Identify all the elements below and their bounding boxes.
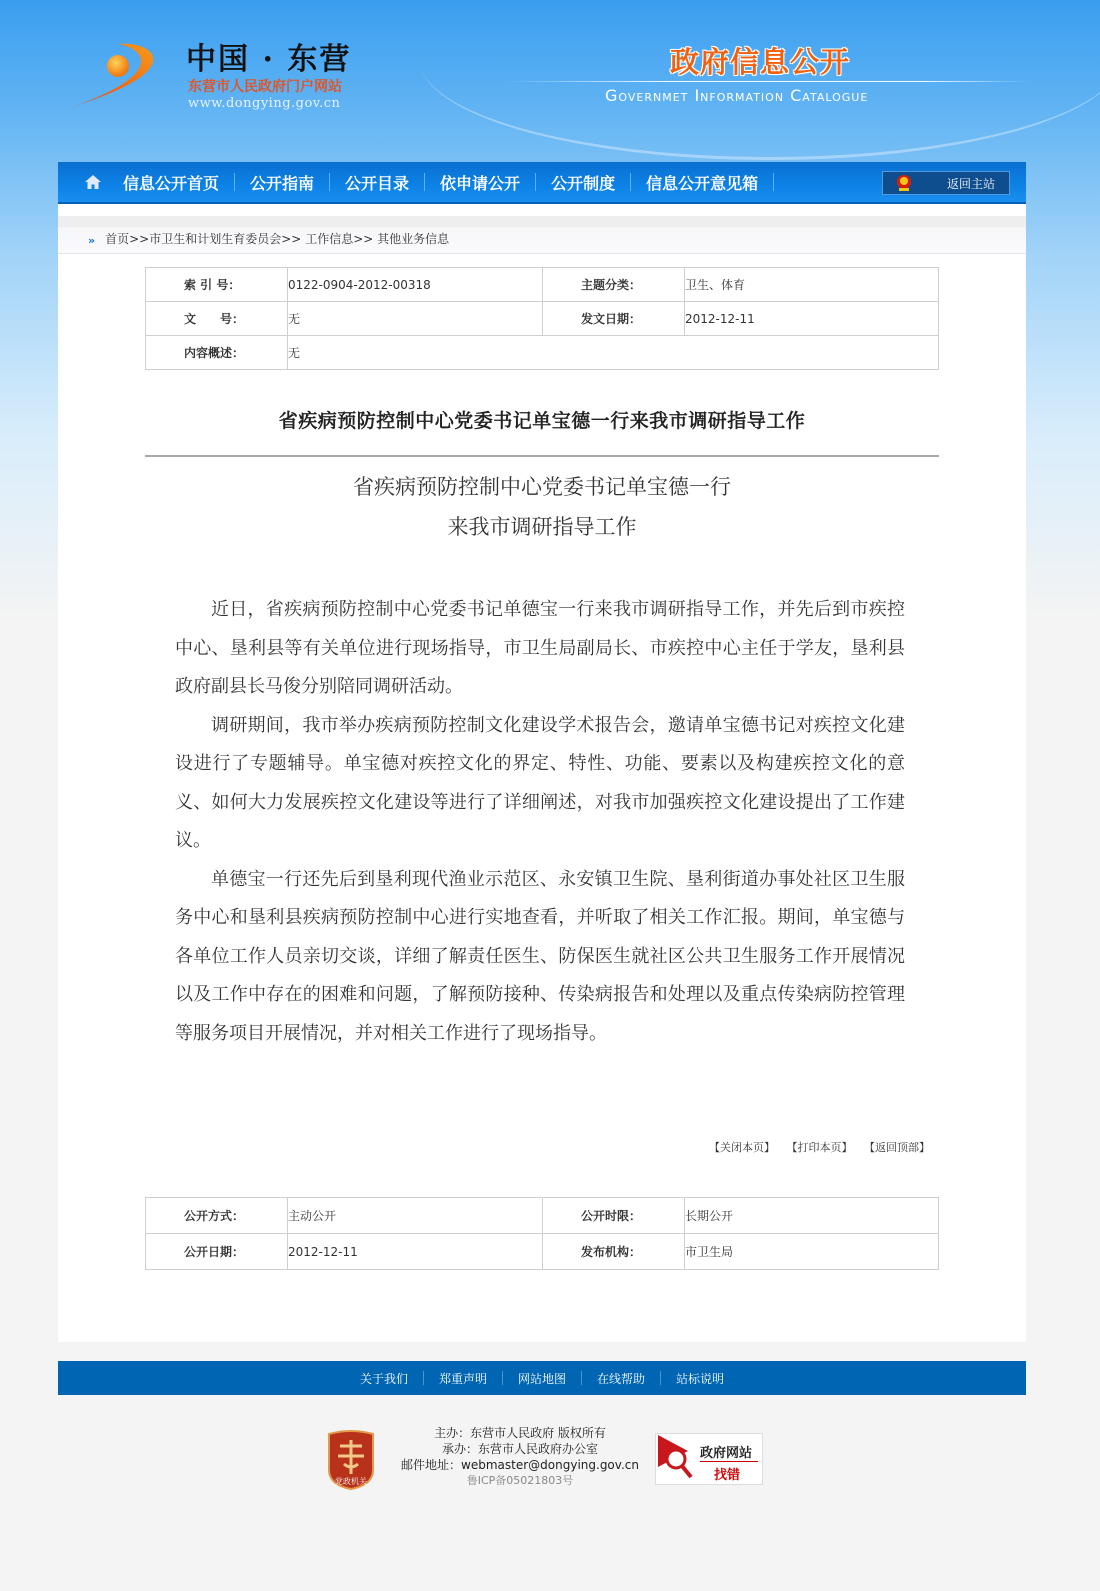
- site-logo-icon: [68, 40, 168, 110]
- publish-date-value: 2012-12-11: [288, 1234, 543, 1270]
- document-meta-table: [145, 267, 939, 370]
- breadcrumb-trail: [105, 230, 449, 247]
- breadcrumb-item-health-commission[interactable]: 市卫生和计划生育委员会: [149, 232, 282, 246]
- section-title: 政府信息公开: [670, 45, 851, 79]
- site-title: 中国 · 东营: [186, 42, 352, 77]
- meta-row: [146, 1198, 939, 1234]
- breadcrumb-item-work-info[interactable]: 工作信息: [305, 232, 354, 246]
- nav-item-guide[interactable]: 公开指南: [250, 173, 315, 193]
- summary-value: 无: [288, 336, 939, 370]
- breadcrumb-item-home[interactable]: 首页: [105, 232, 130, 246]
- meta-row: [146, 268, 939, 302]
- return-main-site-button[interactable]: [882, 171, 1010, 195]
- footer-icp-link[interactable]: 鲁ICP备05021803号: [466, 1474, 574, 1487]
- publisher-value: 市卫生局: [685, 1234, 939, 1270]
- publish-date-label: 公开日期：: [146, 1234, 288, 1270]
- party-government-badge-icon[interactable]: [326, 1430, 376, 1490]
- magnifier-icon: [658, 1435, 698, 1485]
- page-actions: [145, 1139, 930, 1155]
- issue-date-value: 2012-12-11: [685, 302, 939, 336]
- doc-number-label: 文 号：: [146, 302, 288, 336]
- breadcrumb-separator: >>: [129, 232, 150, 246]
- footer-nav: [58, 1361, 1026, 1395]
- article-paragraph: 调研期间，我市举办疾病预防控制文化建设学术报告会，邀请单宝德书记对疾控文化建设进行了专题辅导。单宝德对疾控文化的界定、特性、功能、要素以及构建疾控文化的意义、如何大力发展疾控文化建设等进行了详细阐述，对我市加强疾控文化建设提出了工作建议。: [175, 714, 905, 851]
- nav-divider: [773, 173, 774, 191]
- breadcrumb-item-other-info[interactable]: 其他业务信息: [377, 232, 450, 246]
- error-badge-divider: [700, 1461, 758, 1462]
- error-badge-subtitle: 找错: [714, 1468, 741, 1483]
- home-icon: [84, 174, 102, 190]
- party-badge-text: 党政机关: [335, 1477, 367, 1486]
- national-emblem-icon: [895, 174, 913, 192]
- footer-link-sitemap[interactable]: 网站地图: [517, 1371, 566, 1386]
- main-container: [58, 162, 1026, 1342]
- main-nav: [58, 162, 1026, 204]
- article-subtitle-line: 省疾病预防控制中心党委书记单宝德一行: [353, 475, 731, 499]
- publish-meta-table: [145, 1197, 939, 1270]
- topic-label: 主题分类：: [543, 268, 685, 302]
- nav-item-catalog[interactable]: 公开目录: [345, 173, 410, 193]
- breadcrumb-arrow-icon: »: [88, 234, 96, 247]
- breadcrumb-separator: >>: [281, 232, 302, 246]
- footer-info: [0, 1425, 1100, 1505]
- footer-email: 邮件地址：webmaster@dongying.gov.cn: [401, 1458, 639, 1472]
- section-subtitle: Governmet Information Catalogue: [605, 86, 869, 105]
- footer-link-help[interactable]: 在线帮助: [597, 1371, 646, 1386]
- meta-row: [146, 336, 939, 370]
- report-error-button[interactable]: [655, 1433, 763, 1485]
- nav-item-feedback[interactable]: 信息公开意见箱: [646, 173, 759, 193]
- footer-link-disclaimer[interactable]: 郑重声明: [438, 1371, 487, 1386]
- publish-period-label: 公开时限：: [543, 1198, 685, 1234]
- site-banner: [58, 0, 1026, 150]
- article-body: [175, 591, 905, 1053]
- article-subtitle-line: 来我市调研指导工作: [447, 515, 637, 539]
- nav-item-request[interactable]: 依申请公开: [440, 173, 521, 193]
- back-to-top-link[interactable]: 【返回顶部】: [864, 1141, 930, 1154]
- issue-date-label: 发文日期：: [543, 302, 685, 336]
- footer-host: 主办：东营市人民政府 版权所有: [434, 1426, 606, 1440]
- footer-link-logo-info[interactable]: 站标说明: [676, 1371, 725, 1386]
- section-divider: [508, 81, 1028, 82]
- error-badge-title: 政府网站: [700, 1446, 753, 1461]
- footer-text: [390, 1425, 650, 1489]
- publish-mode-label: 公开方式：: [146, 1198, 288, 1234]
- print-page-link[interactable]: 【打印本页】: [786, 1141, 853, 1154]
- site-url: www.dongying.gov.cn: [188, 96, 341, 111]
- summary-label: 内容概述：: [146, 336, 288, 370]
- doc-number-value: 无: [288, 302, 543, 336]
- meta-row: [146, 302, 939, 336]
- topic-value: 卫生、体育: [685, 268, 939, 302]
- article-title: 省疾病预防控制中心党委书记单宝德一行来我市调研指导工作: [278, 410, 806, 432]
- meta-row: [146, 1234, 939, 1270]
- close-page-link[interactable]: 【关闭本页】: [709, 1141, 775, 1154]
- article-paragraph: 单德宝一行还先后到垦利现代渔业示范区、永安镇卫生院、垦利街道办事处社区卫生服务中心和垦利县疾病预防控制中心进行实地查看，并听取了相关工作汇报。期间，单宝德与各单位工作人员亲切交谈，详细了解责任医生、防保医生就社区公共卫生服务工作开展情况以及工作中存在的困难和问题，了解预防接种、传染病报告和处理以及重点传染病防控管理等服务项目开展情况，并对相关工作进行了现场指导。: [175, 868, 905, 1044]
- publish-mode-value: 主动公开: [288, 1198, 543, 1234]
- footer-organizer: 承办：东营市人民政府办公室: [441, 1442, 598, 1456]
- site-subtitle: 东营市人民政府门户网站: [188, 79, 342, 95]
- return-main-site-label: 返回主站: [947, 176, 996, 191]
- footer-link-about[interactable]: 关于我们: [359, 1371, 408, 1386]
- publisher-label: 发布机构：: [543, 1234, 685, 1270]
- home-button[interactable]: [78, 161, 108, 203]
- index-number-label: 索 引 号：: [146, 268, 288, 302]
- nav-item-rules[interactable]: 公开制度: [551, 173, 616, 193]
- nav-item-info-home[interactable]: 信息公开首页: [123, 173, 220, 193]
- publish-period-value: 长期公开: [685, 1198, 939, 1234]
- breadcrumb: [58, 216, 1026, 254]
- title-divider: [145, 455, 939, 457]
- index-number-value: 0122-0904-2012-00318: [288, 268, 543, 302]
- article-paragraph: 近日，省疾病预防控制中心党委书记单德宝一行来我市调研指导工作，并先后到市疾控中心、垦利县等有关单位进行现场指导，市卫生局副局长、市疾控中心主任于学友，垦利县政府副县长马俊分别陪同调研活动。: [175, 599, 905, 697]
- article-subtitle: [58, 467, 1026, 547]
- breadcrumb-separator: >>: [353, 232, 374, 246]
